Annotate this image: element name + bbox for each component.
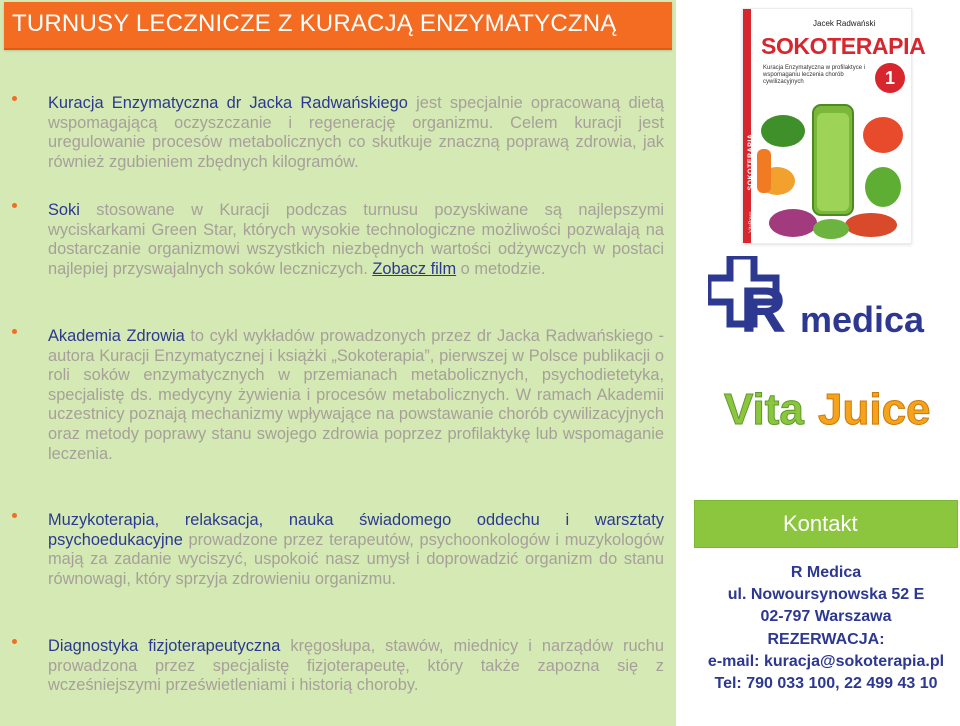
rmedica-wordmark: medica — [800, 299, 925, 340]
rmedica-logo[interactable] — [708, 256, 940, 340]
book-author: Jacek Radwański — [813, 19, 876, 28]
list-item-heading: Kuracja Enzymatyczna dr Jacka Radwańskiego — [48, 94, 408, 112]
book-title: SOKOTERAPIA — [761, 33, 926, 59]
list-item-text: jest specjalnie opracowaną dietą wspomagającą oczyszczanie i regenerację organizmu. Celem kuracji jest uregulowanie procesów metabolicznych co skutkuje znaczną poprawą zdrowia, jak również zgubieniem zbędnych kilogramów. — [48, 94, 664, 171]
contact-city: 02-797 Warszawa — [760, 608, 892, 626]
vitajuice-logo[interactable] — [722, 380, 942, 432]
list-item-heading: Diagnostyka fizjoterapeutyczna — [48, 637, 281, 655]
list-item-heading: Soki — [48, 201, 80, 219]
book-spine-title: SOKOTERAPIA — [747, 133, 755, 191]
vitajuice-juice: Juice — [818, 385, 931, 432]
list-item-text: to cykl wykładów prowadzonych przez dr Jacka Radwańskiego - autora Kuracji Enzymatycznej i książki „Sokoterapia”, pierwszej w Polsce publikacji o roli soków enzymatycznych w przemianach metabolicznych, psychodietetyka, specjalistę ds. medycyny żywienia i procesów metabolicznych. W ramach Akademii uczestnicy poznają mechanizmy wpływające na powstawanie chorób cywilizacyjnych oraz metody poprawy stanu swojego zdrowia poprzez profilaktykę lub wspomaganie leczenia. — [48, 327, 664, 463]
book-cover[interactable] — [742, 8, 926, 244]
vitajuice-vita: Vita — [724, 385, 804, 432]
contact-street: ul. Nowoursynowska 52 E — [727, 586, 925, 604]
list-item — [48, 511, 664, 589]
contact-company: R Medica — [790, 564, 862, 581]
rmedica-letter: R — [740, 274, 787, 340]
list-item-heading: Muzykoterapia, relaksacja, nauka świadomego oddechu i warsztaty psychoedukacyjne — [48, 511, 664, 549]
page-title: TURNUSY LECZNICZE Z KURACJĄ ENZYMATYCZNĄ — [12, 10, 617, 37]
contact-details — [690, 562, 960, 695]
list-item — [48, 94, 664, 172]
list-item-text: kręgosłupa, stawów, miednicy i narządów ruchu prowadzona przez specjalistę fizjoterapeutę, który także zapozna się z wcześniejszymi prześwietleniami i historią choroby. — [48, 637, 664, 695]
contact-email[interactable]: e-mail: kuracja@sokoterapia.pl — [707, 652, 945, 670]
contact-reservation-label: REZERWACJA: — [767, 630, 885, 648]
book-publisher: VitaPress — [748, 211, 755, 233]
contact-heading: Kontakt — [783, 511, 858, 536]
list-item-text: stosowane w Kuracji podczas turnusu pozyskiwane są najlepszymi wyciskarkami Green Star, których wysokie technologiczne możliwości pozwalają na dostarczanie organizmowi wszystkich niezbędnych wartości odżywczych w postaci najlepiej przyswajalnych soków leczniczych. — [48, 201, 664, 278]
watch-film-link[interactable]: Zobacz film — [372, 259, 457, 278]
contact-heading-box — [694, 500, 958, 548]
book-volume-badge: 1 — [875, 63, 905, 93]
list-item-heading: Akademia Zdrowia — [48, 327, 185, 345]
vegetables-illustration — [753, 95, 909, 241]
list-item-text-tail: o metodzie. — [456, 259, 546, 278]
list-item — [48, 201, 664, 279]
list-item-text: prowadzone przez terapeutów, psychoonkologów i muzykologów mają za zadanie wyciszyć, uspokoić nasz umysł i doprowadzić organizm do stanu równowagi, który sprzyja zdrowieniu organizmu. — [48, 530, 664, 588]
list-item — [48, 327, 664, 464]
book-subtitle: Kuracja Enzymatyczna w profilaktyce i wspomaganiu leczenia chorób cywilizacyjnych — [763, 65, 866, 85]
contact-phone[interactable]: Tel: 790 033 100, 22 499 43 10 — [714, 675, 938, 693]
list-item — [48, 637, 664, 696]
